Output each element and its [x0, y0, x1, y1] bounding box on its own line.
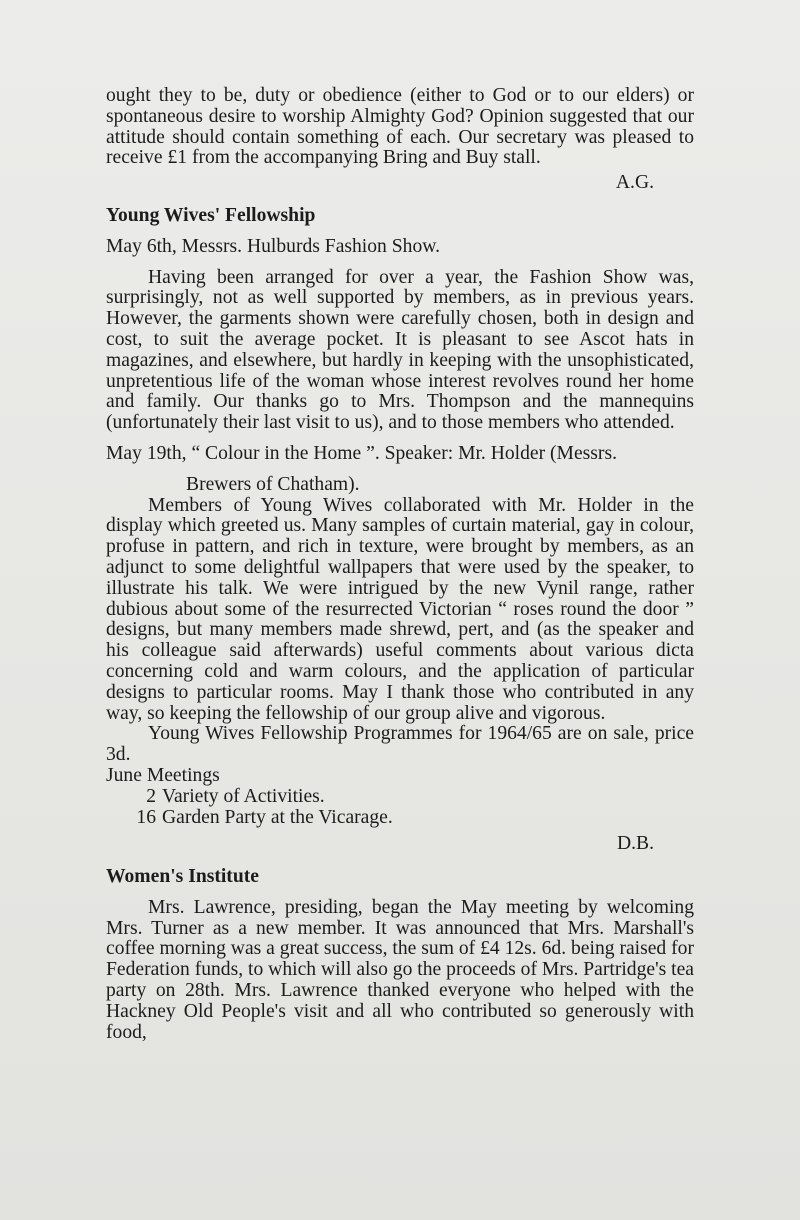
meeting-day: 16: [136, 806, 156, 828]
text-column: [106, 86, 694, 1043]
meetings-label: June Meetings: [106, 764, 220, 786]
event-title-colour-in-home: May 19th, “ Colour in the Home ”. Speaker: Mr. Holder (Messrs.: [106, 442, 617, 464]
meeting-day: 2: [146, 785, 156, 807]
event-title-fashion-show: May 6th, Messrs. Hulburds Fashion Show.: [106, 235, 441, 257]
section-heading-womens-institute: Women's Institute: [106, 866, 259, 888]
meeting-item: [106, 787, 694, 808]
event-body-colour-in-home: Members of Young Wives collaborated with Mr. Holder in the display which greeted us. Many samples of curtain material, gay in colour, profuse in pattern, and rich in texture, were brought by members, as an adjunct to some delightful wallpapers that were used by the speaker, to illustrate his talk. We were intrigued by the new Vynil range, rather dubious about some of the resurrected Victorian “ roses round the door ” designs, but many members made shrewd, pert, and (as the speaker and his colleague said afterwards) useful comments about various dicta concerning cold and warm colours, and the application of particular designs to particular rooms. May I thank those who contributed in any way, so keeping the fellowship of our group alive and vigorous.: [106, 494, 694, 724]
meeting-desc: Garden Party at the Vicarage.: [162, 806, 393, 828]
section-heading-young-wives: Young Wives' Fellowship: [106, 204, 316, 226]
womens-institute-body: Mrs. Lawrence, presiding, began the May meeting by welcoming Mrs. Turner as a new member. It was announced that Mrs. Marshall's coffee morning was a great success, the sum of £4 12s. 6d. being raised for Federation funds, to which will also go the proceeds of Mrs. Partridge's tea party on 28th. Mrs. Lawrence thanked everyone who helped with the Hackney Old People's visit and all who contributed so generously with food,: [106, 896, 694, 1043]
event-title-colour-in-home-cont: Brewers of Chatham).: [186, 473, 360, 495]
meeting-item: [106, 808, 694, 829]
meeting-desc: Variety of Activities.: [162, 785, 325, 807]
event-body-fashion-show: Having been arranged for over a year, the Fashion Show was, surprisingly, not as well supported by members, as in previous years. However, the garments shown were carefully chosen, both in design and cost, to suit the average pocket. It is pleasant to see Ascot hats in magazines, and elsewhere, but hardly in keeping with the unsophisticated, unpretentious life of the woman whose interest revolves round her home and family. Our thanks go to Mrs. Thompson and the mannequins (unfortunately their last visit to us), and to those members who attended.: [106, 266, 694, 434]
intro-paragraph: ought they to be, duty or obedience (either to God or to our elders) or spontaneous desire to worship Almighty God? Opinion suggested that our attitude should contain something of each. Our secretary was pleased to receive £1 from the accompanying Bring and Buy stall.: [106, 85, 694, 169]
intro-signature: A.G.: [615, 172, 654, 194]
programmes-notice: Young Wives Fellowship Programmes for 1964/65 are on sale, price 3d.: [106, 723, 694, 766]
young-wives-signature: D.B.: [616, 833, 654, 855]
